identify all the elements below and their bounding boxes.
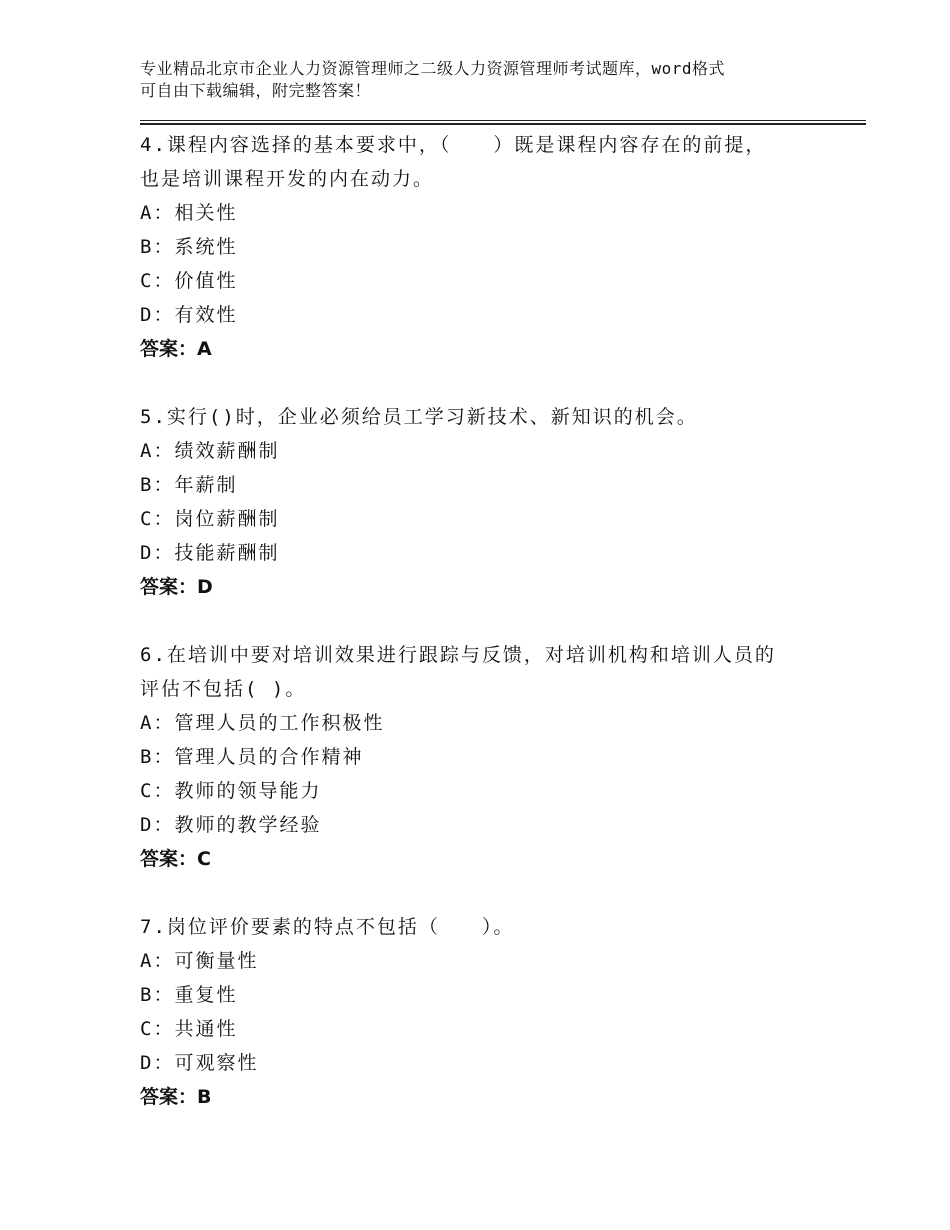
header-line-1: 专业精品北京市企业人力资源管理师之二级人力资源管理师考试题库，word格式 [140,59,726,78]
question-stem: 4.课程内容选择的基本要求中，（ ）既是课程内容存在的前提， [140,134,767,156]
document-header [140,58,840,102]
option-b: B：重复性 [140,984,238,1006]
answer-label: 答案：A [140,338,212,360]
option-c: C：教师的领导能力 [140,780,322,802]
option-b: B：管理人员的合作精神 [140,746,364,768]
option-d: D：有效性 [140,304,238,326]
option-b: B：系统性 [140,236,238,258]
option-c: C：价值性 [140,270,238,292]
question-5 [140,400,840,604]
question-stem: 评估不包括( )。 [140,678,307,700]
option-a: A：管理人员的工作积极性 [140,712,385,734]
option-c: C：共通性 [140,1018,238,1040]
answer-label: 答案：D [140,576,213,598]
answer-label: 答案：B [140,1086,212,1108]
question-stem: 5.实行()时，企业必须给员工学习新技术、新知识的机会。 [140,406,698,428]
question-4 [140,128,840,366]
option-a: A：相关性 [140,202,238,224]
question-stem: 7.岗位评价要素的特点不包括（ ）。 [140,916,515,938]
option-d: D：可观察性 [140,1052,259,1074]
question-stem: 也是培训课程开发的内在动力。 [140,168,435,190]
header-divider [140,120,866,125]
answer-label: 答案：C [140,848,211,870]
option-a: A：绩效薪酬制 [140,440,280,462]
option-d: D：教师的教学经验 [140,814,322,836]
question-7 [140,910,840,1114]
question-6 [140,638,840,876]
option-b: B：年薪制 [140,474,238,496]
question-list [140,128,840,1114]
option-d: D：技能薪酬制 [140,542,280,564]
question-stem: 6.在培训中要对培训效果进行跟踪与反馈，对培训机构和培训人员的 [140,644,776,666]
option-a: A：可衡量性 [140,950,259,972]
header-line-2: 可自由下载编辑，附完整答案！ [140,81,372,100]
option-c: C：岗位薪酬制 [140,508,280,530]
